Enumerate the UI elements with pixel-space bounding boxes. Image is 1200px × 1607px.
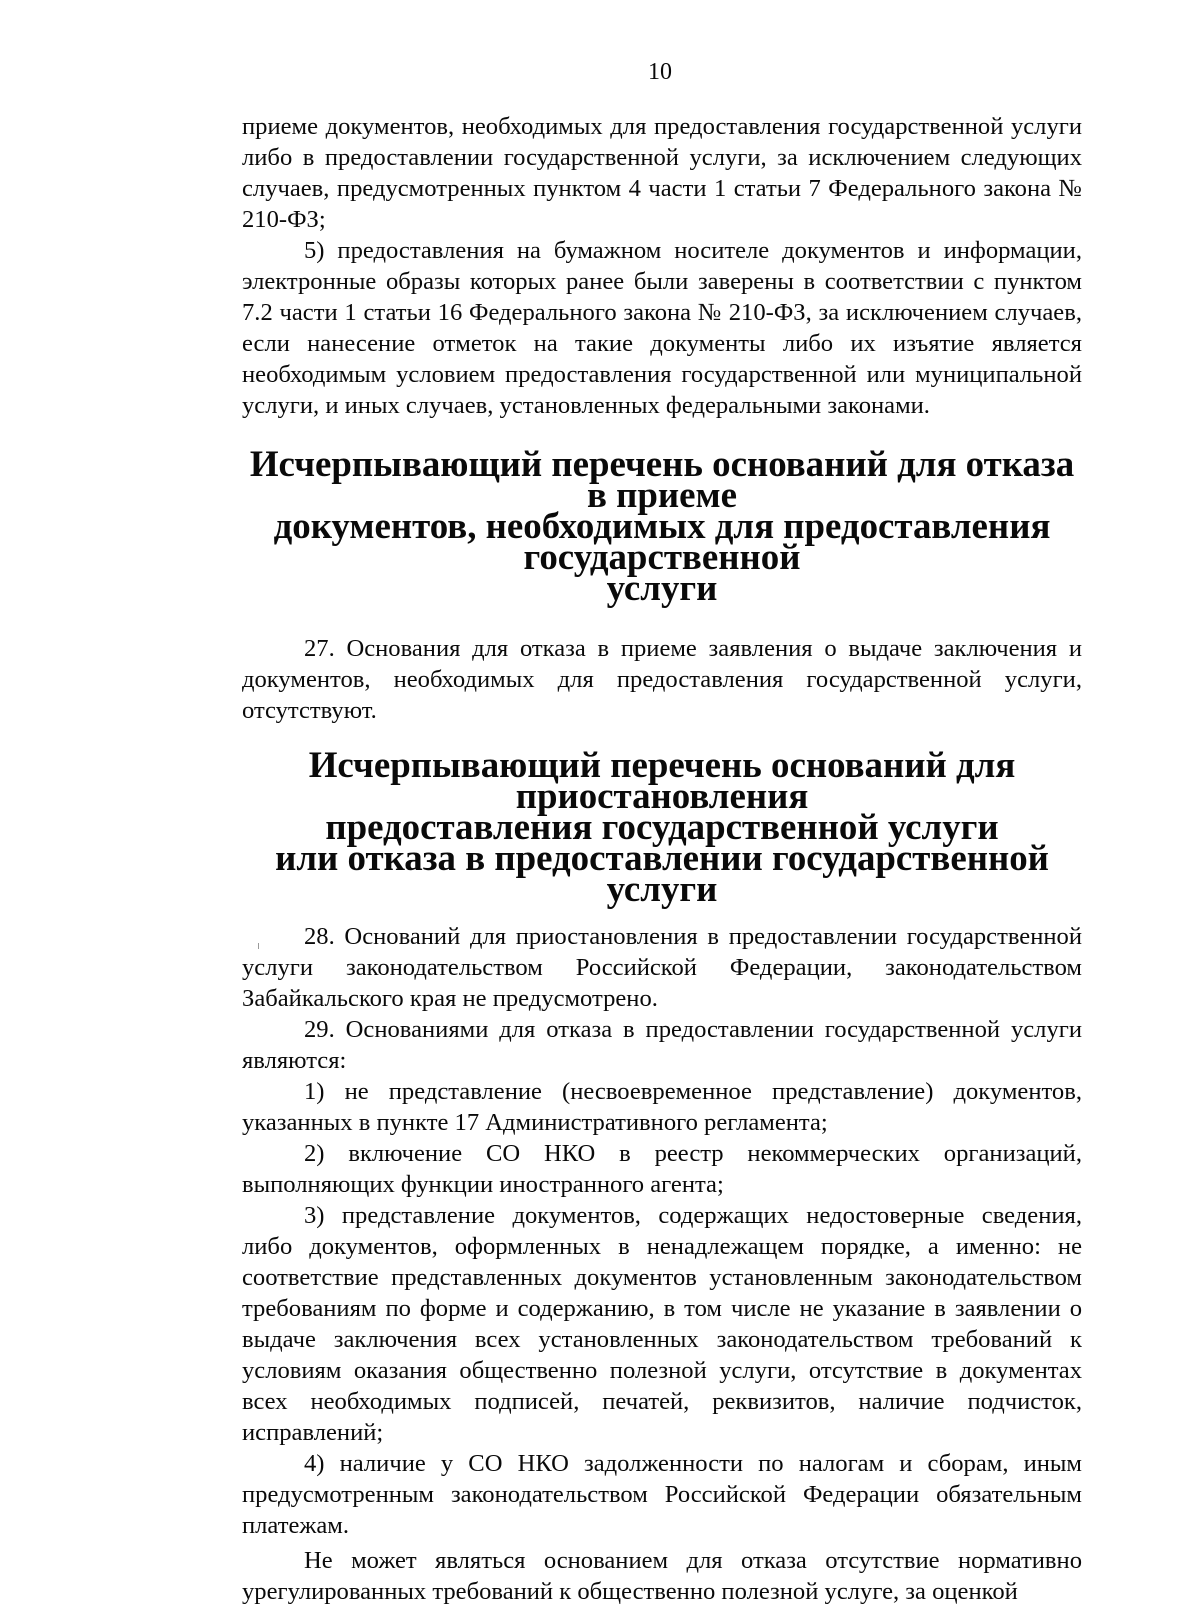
heading-line: услуги (606, 567, 718, 608)
list-item-3: 3) представление документов, содержащих недостоверные сведения, либо документов, оформленных в ненадлежащем порядке, а именно: не соответствие представленных документов установленным законодательством требованиям по форме и содержанию, в том числе не указание в заявлении о выдаче заключения всех установленных законодательством требований к условиям оказания общественно полезной услуги, отсутствие в документах всех необходимых подписей, печатей, реквизитов, наличие подчисток, исправлений; (242, 1202, 1082, 1446)
list-item-2: 2) включение СО НКО в реестр некоммерческих организаций, выполняющих функции иностранного агента; (242, 1140, 1082, 1198)
paragraph-not-grounds: Не может являться основанием для отказа отсутствие нормативно урегулированных требований к общественно полезной услуге, за оценкой (242, 1547, 1082, 1605)
heading-line: предоставления государственной услуги (325, 806, 999, 847)
heading-line: или отказа в предоставлении государственной услуги (275, 837, 1049, 909)
paragraph-29: 29. Основаниями для отказа в предоставлении государственной услуги являются: (242, 1016, 1082, 1074)
heading-line: документов, необходимых для предоставления государственной (273, 505, 1051, 577)
paragraph-28: 28. Оснований для приостановления в предоставлении государственной услуги законодательством Российской Федерации, законодательством Забайкальского края не предусмотрено. (242, 923, 1082, 1012)
paragraph-27: 27. Основания для отказа в приеме заявления о выдаче заключения и документов, необходимых для предоставления государственной услуги, отсутствуют. (242, 635, 1082, 724)
list-item-1: 1) не представление (несвоевременное представление) документов, указанных в пункте 17 Административного регламента; (242, 1078, 1082, 1136)
paragraph-item-5: 5) предоставления на бумажном носителе документов и информации, электронные образы которых ранее были заверены в соответствии с пунктом 7.2 части 1 статьи 16 Федерального закона № 210-ФЗ, за исключением случаев, если нанесение отметок на такие документы либо их изъятие является необходимым условием предоставления государственной или муниципальной услуги, и иных случаев, установленных федеральными законами. (242, 237, 1082, 419)
heading-line: Исчерпывающий перечень оснований для приостановления (308, 744, 1016, 816)
section-heading-refusal-to-accept (242, 443, 1082, 608)
document-body (242, 111, 1082, 1607)
scan-mark (258, 943, 259, 949)
paragraph-continuation: приеме документов, необходимых для предоставления государственной услуги либо в предоставлении государственной услуги, за исключением следующих случаев, предусмотренных пунктом 4 части 1 статьи 7 Федерального закона № 210-ФЗ; (242, 113, 1082, 233)
list-item-4: 4) наличие у СО НКО задолженности по налогам и сборам, иным предусмотренным законодательством Российской Федерации обязательным платежам. (242, 1450, 1082, 1539)
section-heading-suspension-or-refusal (242, 744, 1082, 909)
page-number: 10 (648, 59, 672, 85)
heading-line: Исчерпывающий перечень оснований для отказа в приеме (249, 443, 1075, 515)
